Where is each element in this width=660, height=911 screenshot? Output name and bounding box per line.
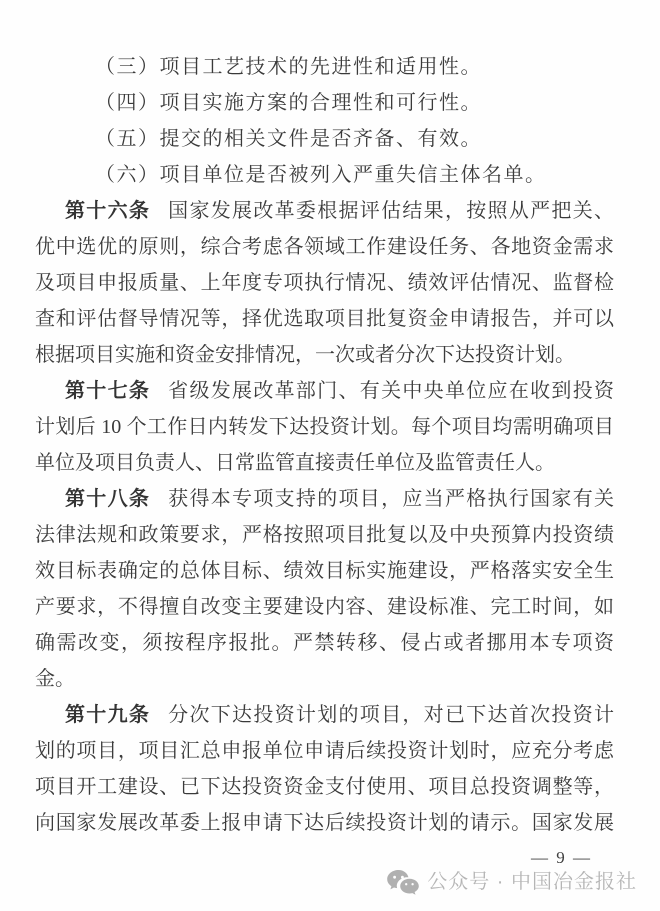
article-18-line: 效目标表确定的总体目标、绩效目标实施建设，严格落实安全生 [35,560,614,582]
watermark [386,869,637,895]
article-19-line: 向国家发展改革委上报申请下达后续投资计划的请示。国家发展 [35,812,614,834]
article-18-number: 第十八条 [65,488,151,510]
document-body [35,49,614,841]
article-18-last-line: 金。 [35,668,75,690]
article-19-line: 划的项目，项目汇总申报单位申请后续投资计划时，应充分考虑 [35,740,614,762]
article-17-first-line [35,373,614,409]
article-19-first-text: 分次下达投资计划的项目，对已下达首次投资计 [168,704,615,726]
article-18-line: 确需改变，须按程序报批。严禁转移、侵占或者挪用本专项资 [35,632,614,654]
article-18-first-line [35,481,614,517]
article-17-line: 计划后 10 个工作日内转发下达投资计划。每个项目均需明确项目 [35,416,614,438]
list-item-3: （三）项目工艺技术的先进性和适用性。 [95,56,482,78]
article-19-line: 项目开工建设、已下达投资资金支付使用、项目总投资调整等， [35,776,614,798]
article-16-line: 优中选优的原则，综合考虑各领域工作建设任务、各地资金需求 [35,236,614,258]
article-19-first-line [35,697,614,733]
article-16-last-line: 根据项目实施和资金安排情况，一次或者分次下达投资计划。 [35,344,575,366]
article-17-first-text: 省级发展改革部门、有关中央单位应在收到投资 [168,380,615,402]
article-16-number: 第十六条 [65,200,151,222]
article-17-last-line: 单位及项目负责人、日常监管直接责任单位及监管责任人。 [35,452,555,474]
page-number: — 9 — [531,848,592,867]
wechat-icon [386,869,420,895]
article-18-line: 法律法规和政策要求，严格按照项目批复以及中央预算内投资绩 [35,524,614,546]
article-18-first-text: 获得本专项支持的项目，应当严格执行国家有关 [168,488,615,510]
list-item-4: （四）项目实施方案的合理性和可行性。 [95,92,482,114]
watermark-text: 公众号 · 中国冶金报社 [427,871,637,893]
article-16-first-text: 国家发展改革委根据评估结果，按照从严把关、 [168,200,615,222]
article-16-line: 查和评估督导情况等，择优选取项目批复资金申请报告，并可以 [35,308,614,330]
article-18-line: 产要求，不得擅自改变主要建设内容、建设标准、完工时间，如 [35,596,614,618]
list-item-6: （六）项目单位是否被列入严重失信主体名单。 [95,164,547,186]
list-item-5: （五）提交的相关文件是否齐备、有效。 [95,128,482,150]
article-19-number: 第十九条 [65,704,151,726]
article-16-line: 及项目申报质量、上年度专项执行情况、绩效评估情况、监督检 [35,272,614,294]
article-17-number: 第十七条 [65,380,151,402]
article-16-first-line [35,193,614,229]
